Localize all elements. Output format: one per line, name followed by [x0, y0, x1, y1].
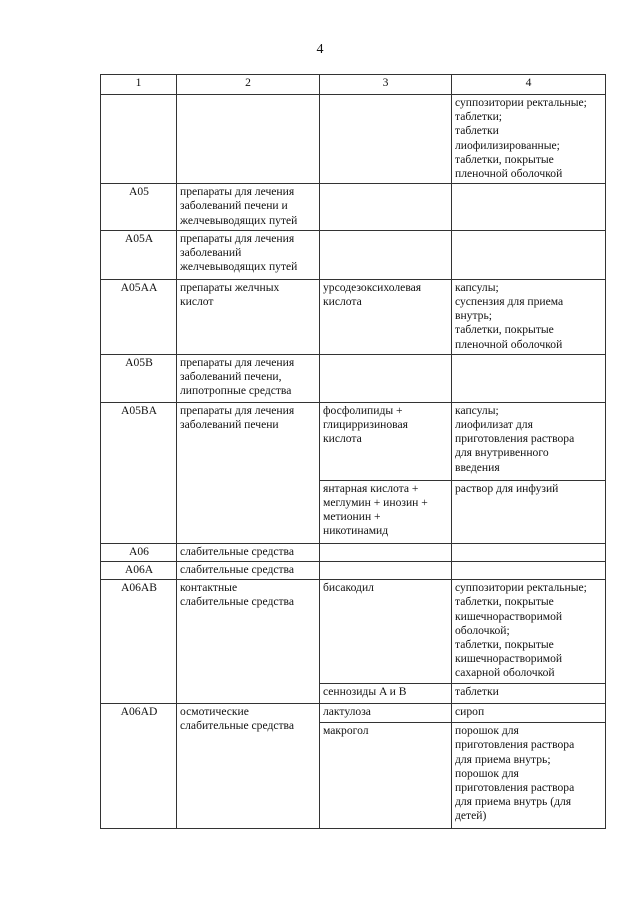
anatomical-group-cell: препараты желчных кислот: [177, 279, 320, 354]
substance-cell: сеннозиды A и B: [320, 684, 452, 704]
atc-code-cell: [101, 95, 177, 184]
dosage-form-cell: раствор для инфузий: [452, 480, 606, 543]
dosage-form-cell: капсулы; лиофилизат для приготовления раствора для внутривенного введения: [452, 402, 606, 480]
anatomical-group-cell: препараты для лечения заболеваний печени и желчевыводящих путей: [177, 184, 320, 231]
atc-code-cell: A05B: [101, 354, 177, 402]
header-cell-4: 4: [452, 75, 606, 95]
substance-cell: фосфолипиды + глицирризиновая кислота: [320, 402, 452, 480]
table-row: [101, 704, 606, 723]
dosage-form-cell: [452, 354, 606, 402]
table-row: [101, 354, 606, 402]
substance-cell: лактулоза: [320, 704, 452, 723]
dosage-form-cell: таблетки: [452, 684, 606, 704]
table-row: [101, 230, 606, 279]
dosage-form-cell: [452, 184, 606, 231]
dosage-form-cell: капсулы; суспензия для приема внутрь; таблетки, покрытые пленочной оболочкой: [452, 279, 606, 354]
table-row: [101, 279, 606, 354]
anatomical-group-cell: [177, 95, 320, 184]
substance-cell: [320, 543, 452, 561]
anatomical-group-cell: слабительные средства: [177, 562, 320, 580]
anatomical-group-cell: слабительные средства: [177, 543, 320, 561]
dosage-form-cell: [452, 543, 606, 561]
atc-code-cell: A05AA: [101, 279, 177, 354]
dosage-form-cell: [452, 562, 606, 580]
atc-code-cell: A06: [101, 543, 177, 561]
substance-cell: [320, 230, 452, 279]
anatomical-group-cell: препараты для лечения заболеваний печени, липотропные средства: [177, 354, 320, 402]
substance-cell: [320, 184, 452, 231]
dosage-form-cell: суппозитории ректальные; таблетки, покрытые кишечнорастворимой оболочкой; таблетки, покрытые кишечнорастворимой сахарной оболочкой: [452, 580, 606, 684]
substance-cell: янтарная кислота + меглумин + инозин + метионин + никотинамид: [320, 480, 452, 543]
table-header-row: [101, 75, 606, 95]
substance-cell: макрогол: [320, 723, 452, 829]
dosage-form-cell: порошок для приготовления раствора для приема внутрь; порошок для приготовления раствора для приема внутрь (для детей): [452, 723, 606, 829]
atc-code-cell: A05: [101, 184, 177, 231]
substance-cell: [320, 95, 452, 184]
header-cell-3: 3: [320, 75, 452, 95]
atc-code-cell: A06AD: [101, 704, 177, 829]
atc-code-cell: A05BA: [101, 402, 177, 543]
substance-cell: [320, 562, 452, 580]
table-row: [101, 543, 606, 561]
table-row: [101, 562, 606, 580]
substance-cell: [320, 354, 452, 402]
anatomical-group-cell: препараты для лечения заболеваний печени: [177, 402, 320, 543]
substance-cell: урсодезоксихолевая кислота: [320, 279, 452, 354]
atc-code-cell: A06AB: [101, 580, 177, 704]
atc-code-cell: A06A: [101, 562, 177, 580]
table-row: [101, 184, 606, 231]
anatomical-group-cell: препараты для лечения заболеваний желчевыводящих путей: [177, 230, 320, 279]
table-row: [101, 402, 606, 480]
page-number: 4: [316, 42, 324, 57]
dosage-form-cell: суппозитории ректальные; таблетки; таблетки лиофилизированные; таблетки, покрытые пленочной оболочкой: [452, 95, 606, 184]
anatomical-group-cell: контактные слабительные средства: [177, 580, 320, 704]
dosage-form-cell: [452, 230, 606, 279]
substance-cell: бисакодил: [320, 580, 452, 684]
atc-code-cell: A05A: [101, 230, 177, 279]
table-row: [101, 580, 606, 684]
drug-classification-table: [100, 74, 606, 829]
header-cell-2: 2: [177, 75, 320, 95]
dosage-form-cell: сироп: [452, 704, 606, 723]
anatomical-group-cell: осмотические слабительные средства: [177, 704, 320, 829]
table-row: [101, 95, 606, 184]
header-cell-1: 1: [101, 75, 177, 95]
